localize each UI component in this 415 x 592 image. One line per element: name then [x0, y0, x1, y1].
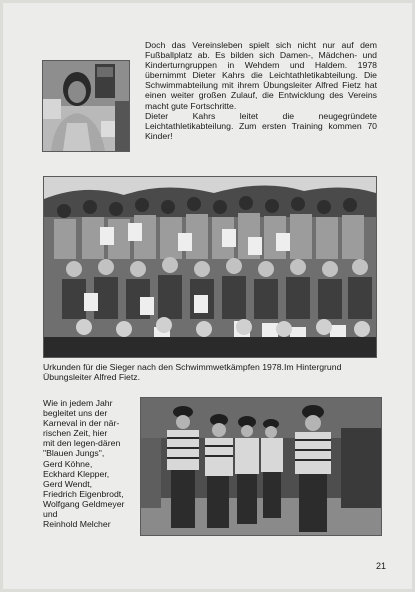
carnival-line: Wie in jedem Jahr	[43, 398, 113, 408]
carnival-photo	[140, 397, 382, 536]
carnival-line: Wolfgang Geldmeyer	[43, 498, 125, 509]
portrait-photo	[42, 60, 130, 152]
carnival-text	[43, 398, 139, 529]
carnival-line: Gerd Wendt,	[43, 478, 93, 489]
group-photo-caption: Urkunden für die Sieger nach den Schwimmwetkämpfen 1978.Im Hintergrund Übungsleiter Alfred Fietz.	[43, 362, 342, 383]
carnival-line: Gerd Köhne,	[43, 458, 93, 469]
intro-paragraph-1: Doch das Vereinsleben spielt sich nicht nur auf dem Fußballplatz ab. Es bilden sich Damen-, Mädchen- und Kinderturngruppen in Wehdem und Haldem. 1978 übernimmt Dieter Kahrs die Leichtathletikabteilung. Die Schwimmabteilung mit ihrem Übungsleiter Alfred Fietz hat einen weiter großen Zulauf, die Entwicklung des Vereins macht gute Fortschritte.	[145, 40, 377, 111]
carnival-line: Friedrich Eigenbrodt,	[43, 488, 124, 499]
carnival-line: und	[43, 509, 58, 520]
carnival-line: Karneval in der när-	[43, 418, 120, 429]
group-photo	[43, 176, 377, 358]
carnival-line: rischen Zeit, hier	[43, 428, 108, 439]
intro-text	[145, 40, 377, 141]
carnival-line: begleitet uns der	[43, 408, 108, 419]
carnival-line: mit den legen-dären	[43, 438, 121, 449]
carnival-line: "Blauen Jungs",	[43, 448, 105, 459]
page-number: 21	[375, 561, 386, 571]
intro-paragraph-2: Dieter Kahrs leitet die neugegründete Leichtathletikabteilung. Zum ersten Training kommen 70 Kinder!	[145, 110, 377, 141]
carnival-line: Reinhold Melcher	[43, 519, 111, 530]
carnival-line: Eckhard Klepper,	[43, 468, 110, 479]
